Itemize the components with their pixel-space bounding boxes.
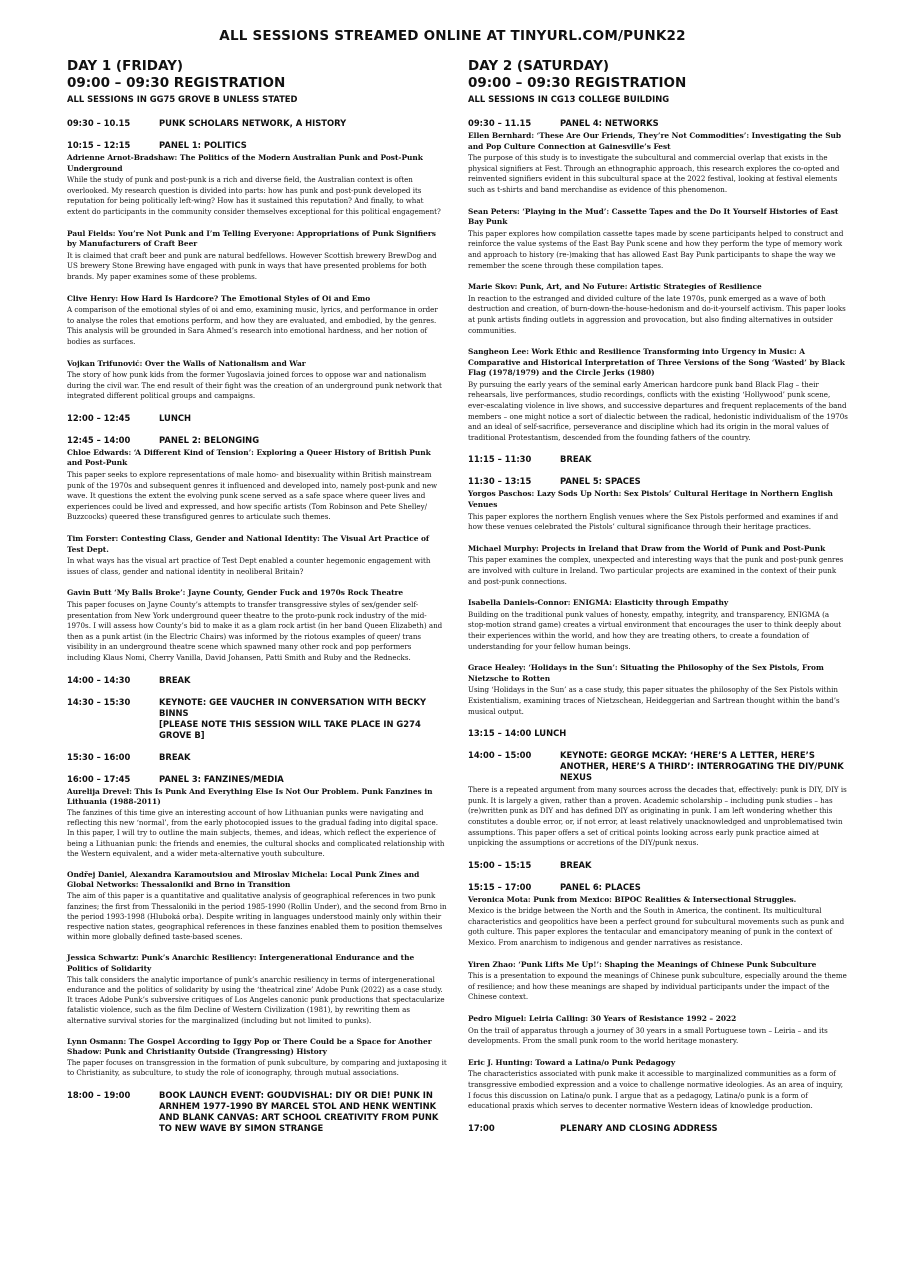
paper-abstract: Using ‘Holidays in the Sun’ as a case study, this paper situates the philosophy of the Sex Pistols within Existentialism, examining traces of Nietzschean, Heideggerian and Sartrean thought within the band’s musical output. xyxy=(468,685,840,716)
session-panel-1 xyxy=(67,140,447,402)
session-time: 09:30 – 11.15 xyxy=(468,118,532,128)
paper-title: Yorgos Paschos: Lazy Sods Up North: Sex Pistols’ Cultural Heritage in Northern English Venues xyxy=(468,489,833,510)
streaming-banner: ALL SESSIONS STREAMED ONLINE AT TINYURL.COM/PUNK22 xyxy=(219,28,686,44)
session-time: 14:00 – 15:00 xyxy=(468,750,532,761)
paper-abstract: A comparison of the emotional styles of oi and emo, examining music, lyrics, and performance in order to analyse the roles that emotions perform, and how they are evaluated, and embodied, by the genres. This analysis will be grounded in Sara Ahmed’s research into emotional hardness, and her notion of bodies as surfaces. xyxy=(67,305,438,346)
session-time: 14:30 – 15:30 xyxy=(67,696,131,707)
session-panel-3 xyxy=(67,774,447,1079)
paper xyxy=(67,953,447,1025)
paper-abstract: On the trail of apparatus through a journey of 30 years in a small Portuguese town – Leiria – and its developments. From the small punk room to the world heritage monastery. xyxy=(468,1025,828,1046)
paper xyxy=(468,785,848,849)
day1-registration: 09:00 – 09:30 REGISTRATION xyxy=(67,75,286,91)
paper xyxy=(67,588,447,663)
paper xyxy=(468,489,848,532)
session-label: PANEL 5: SPACES xyxy=(560,476,641,487)
session-time: 13:15 – 14:00 LUNCH xyxy=(468,728,567,739)
paper-abstract: This talk considers the analytic importance of punk’s anarchic resiliency in terms of intergenerational endurance and the politics of solidarity by using the ‘theatrical zine’ Adobe Punk (2022) as a case study. It traces Adobe Punk’s subversive critiques of Los Angeles canonic punk productions that spectacularize fatalistic violence, such as the film Decline of Western Civilization (1981), by rewriting them as alternative survival stories for the marginalized (including but not limited to punks). xyxy=(67,974,445,1025)
session-panel-6 xyxy=(468,882,848,1112)
paper-title: Adrienne Arnot-Bradshaw: The Politics of the Modern Australian Punk and Post-Punk Underground xyxy=(67,153,423,173)
session-time: 10:15 – 12:15 xyxy=(67,140,131,150)
paper xyxy=(67,534,447,577)
paper xyxy=(468,347,848,443)
session-label: PANEL 6: PLACES xyxy=(560,881,641,892)
session-time: 12:00 – 12:45 xyxy=(67,412,131,423)
paper-title: Grace Healey: ‘Holidays in the Sun’: Situating the Philosophy of the Sex Pistols, From Nietzsche to Rotten xyxy=(468,663,824,683)
paper-title: Paul Fields: You’re Not Punk and I’m Telling Everyone: Appropriations of Punk Signifiers by Manufacturers of Craft Beer xyxy=(67,228,436,249)
paper xyxy=(468,1058,848,1112)
paper-abstract: In reaction to the estranged and divided culture of the late 1970s, punk emerged as a wave of both destruction and creation, of burn-down-the-house-hedonism and do-it-yourself activism. This paper looks at punk artists finding outlets in aggression and provocation, but also finding alternatives in outsider communities. xyxy=(468,293,846,335)
paper-abstract: This paper seeks to explore representations of male homo- and bisexuality within British mainstream punk of the 1970s and subsequent genres it influenced and developed into, namely post-punk and new wave. It questions the extent the evolving punk scene served as a safe space where queer lives and experiences could be lived and expressed, and how specific artists (Tom Robinson and Pete Shelley/ Buzzcocks) queered these transfigured genres to articulate such themes. xyxy=(67,470,438,522)
paper-abstract: Building on the traditional punk values of honesty, empathy, integrity, and transparency, ENIGMA (a stop-motion strand game) creates a virtual environment that encourages the user to think deeply about their experiences within the world, and how they are treating others, to create a foundation of understanding for your fellow human beings. xyxy=(468,609,842,651)
paper-title: Ellen Bernhard: ‘These Are Our Friends, They’re Not Commodities’: Investigating the Sub and Pop Culture Connection at Gainesville’s Fest xyxy=(468,131,842,151)
paper xyxy=(468,598,848,652)
paper-title: Marie Skov: Punk, Art, and No Future: Artistic Strategies of Resilience xyxy=(468,282,762,292)
session-time: 15:30 – 16:00 xyxy=(67,751,131,762)
paper-title: Eric J. Hunting: Toward a Latina/o Punk Pedagogy xyxy=(468,1057,676,1067)
paper xyxy=(468,960,848,1003)
session-panel-5 xyxy=(468,476,848,717)
paper-abstract: It is claimed that craft beer and punk are natural bedfellows. However Scottish brewery BrewDog and US brewery Stone Brewing have engaged with punk in ways that have presented problems for both brands. My paper examines some of these problems. xyxy=(67,250,437,281)
session-time: 12:45 – 14:00 xyxy=(67,434,131,445)
paper-abstract: The paper focuses on transgression in the formation of punk subculture, by comparing and juxtaposing it to Christianity, as subculture, to study the role of iconography, through mutual associations. xyxy=(67,1058,447,1078)
paper-title: Sean Peters: ‘Playing in the Mud’: Cassette Tapes and the Do It Yourself Histories of East Bay Punk xyxy=(468,206,839,227)
session-time: 14:00 – 14:30 xyxy=(67,674,131,685)
session-time: 15:00 – 15:15 xyxy=(468,859,532,870)
session-time: 09:30 – 10.15 xyxy=(67,118,131,128)
paper-title: Lynn Osmann: The Gospel According to Iggy Pop or There Could be a Space for Another Shadow: Punk and Christianity Outside (Trangressing) History xyxy=(67,1036,432,1057)
session-label: PANEL 3: FANZINES/MEDIA xyxy=(159,773,284,784)
session-time: 11:30 – 13:15 xyxy=(468,476,532,487)
session-time: 11:15 – 11:30 xyxy=(468,454,532,465)
session-break xyxy=(67,675,447,686)
keynote-abstract: There is a repeated argument from many sources across the decades that, effectively: punk is DIY, DIY is punk. It is largely a given, rather than a proven. Academic scholarship – including punk studies – has (re)written punk as DIY and has defined DIY as originating in punk. I am left wondering whether this constitutes a double error, or, if not error, at least relatively unacknowledged and unproblematised twin assumptions. This paper offers a set of critical points looking across early punk practice aimed at unpicking the assumptions or accretions of the DIY/punk nexus. xyxy=(468,785,847,848)
paper xyxy=(468,207,848,272)
session-note: [PLEASE NOTE THIS SESSION WILL TAKE PLACE IN G274 GROVE B] xyxy=(159,718,421,740)
session-label: PANEL 2: BELONGING xyxy=(159,434,260,445)
paper-abstract: This paper explores how compilation cassette tapes made by scene participants helped to construct and reinforce the value systems of the East Bay Punk scene and how they perform the type of memory work and approach to history (re-)making that has allowed East Bay Punk participants to shape the way we remember the scene through these compilation tapes. xyxy=(468,228,844,270)
paper-title: Vojkan Trifunović: Over the Walls of Nationalism and War xyxy=(67,358,306,368)
paper xyxy=(67,1037,447,1079)
paper-title: Veronica Mota: Punk from Mexico: BIPOC Realities & Intersectional Struggles. xyxy=(468,894,797,904)
paper-title: Ondřej Daniel, Alexandra Karamoutsiou and Miroslav Michela: Local Punk Zines and Global Networks: Thessaloniki and Brno in Transition xyxy=(67,869,420,890)
paper-title: Pedro Miguel: Leiria Calling: 30 Years of Resistance 1992 – 2022 xyxy=(468,1014,737,1024)
paper xyxy=(468,1014,848,1047)
session-label: BOOK LAUNCH EVENT: GOUDVISHAL: DIY OR DIE! PUNK IN ARNHEM 1977-1990 BY MARCEL STOL AND HENK WENTINK AND BLANK CANVAS: ART SCHOOL CREATIVITY FROM PUNK TO NEW WAVE BY SIMON STRANGE xyxy=(159,1089,439,1133)
session-label: PLENARY AND CLOSING ADDRESS xyxy=(560,1122,718,1133)
day2-column xyxy=(468,58,848,1134)
session-time: 18:00 – 19:00 xyxy=(67,1089,131,1100)
paper-abstract: This paper examines the complex, unexpected and interesting ways that the punk and post-punk genres are involved with culture in Ireland. Two particular projects are examined in the context of their punk and post-punk connections. xyxy=(468,555,844,586)
session-label: BREAK xyxy=(560,859,592,870)
session-time: 17:00 xyxy=(468,1122,495,1133)
paper-title: Chloe Edwards: ‘A Different Kind of Tension’: Exploring a Queer History of British Punk and Post-Punk xyxy=(67,447,431,468)
day2-title: DAY 2 (SATURDAY) xyxy=(468,58,610,74)
session-book-launch xyxy=(67,1090,447,1134)
paper-abstract: The purpose of this study is to investigate the subcultural and commercial overlap that exists in the physical signifiers at Fest. Through an ethnographic approach, this research explores the co-opted and reinvented signifiers evident in this subcultural space at the 2022 festival, looking at festival elements such as t-shirts and band merchandise as evidence of this phenomenon. xyxy=(468,153,840,194)
session-label: KEYNOTE: GEORGE MCKAY: ‘HERE’S A LETTER, HERE’S ANOTHER, HERE’S A THIRD’: INTERROGATING THE DIY/PUNK NEXUS xyxy=(560,750,844,783)
paper-title: Gavin Butt ‘My Balls Broke’: Jayne County, Gender Fuck and 1970s Rock Theatre xyxy=(67,588,404,598)
day1-venue: ALL SESSIONS IN GG75 GROVE B UNLESS STATED xyxy=(67,94,298,104)
session-label: BREAK xyxy=(560,454,592,465)
paper xyxy=(67,870,447,942)
paper xyxy=(67,294,447,348)
session-time: 15:15 – 17:00 xyxy=(468,881,532,892)
day2-registration: 09:00 – 09:30 REGISTRATION xyxy=(468,75,687,91)
paper-abstract: The aim of this paper is a quantitative and qualitative analysis of geographical references in two punk fanzines; the first from Thessaloniki in the period 1985-1990 (Rollin Under), and the second from Brno in the period 1993-1998 (Hluboká orba). Despite writing in languages understood mainly only within their respective nation states, geographical references in these fanzines enabled them to position themselves within more globally defined taste-based scenes. xyxy=(67,891,447,942)
day1-column xyxy=(67,58,447,1134)
paper-abstract: The fanzines of this time give an interesting account of how Lithuanian punks were navigating and reflecting this new ‘normal’, from the early photocopied issues to the gradual fading into digital space. In this paper, I will try to outline the main subjects, themes, and ideas, which reflect the experience of being a Lithuanian punk: the friends and enemies, the cultural shocks and complicated relationship with the Western equivalent, and a wider meta-alternative youth subculture. xyxy=(67,807,445,858)
session-break xyxy=(468,860,848,871)
paper xyxy=(67,153,447,218)
paper-title: Aurelija Dreveł: This Is Punk And Everything Else Is Not Our Problem. Punk Fanzines in Lithuania (1988-2011) xyxy=(67,786,433,806)
session-break xyxy=(468,454,848,465)
paper-abstract: This paper focuses on Jayne County’s attempts to transfer transgressive styles of sex/gender self-presentation from New York underground queer theatre to the proto-punk rock industry of the mid-1970s. I will assess how County’s bid to make it as a glam rock artist (in her band Queen Elizabeth) and then as a punk artist (in the Electric Chairs) was informed by the riotous examples of queer/ trans visibility in an underground theatre scene which spawned many other rock and pop performers including Klaus Nomi, Cherry Vanilla, David Johansen, Patti Smith and Ruby and the Rednecks. xyxy=(67,600,443,662)
day2-venue: ALL SESSIONS IN CG13 COLLEGE BUILDING xyxy=(468,94,670,104)
session-label: PANEL 1: POLITICS xyxy=(159,140,247,150)
paper-title: Tim Forster: Contesting Class, Gender and National Identity: The Visual Art Practice of Test Dept. xyxy=(67,534,430,554)
paper-abstract: Mexico is the bridge between the North and the South in America, the continent. Its multicultural characteristics and geopolitics have been a perfect ground for subcultural movements such as punk and goth culture. This paper explores the tentacular and emancipatory meaning of punk in the context of Mexico. From anarchism to indigenous and gender narratives as resistance. xyxy=(468,906,845,948)
session-label: BREAK xyxy=(159,674,191,685)
session-label: KEYNOTE: GEE VAUCHER IN CONVERSATION WITH BECKY BINNS xyxy=(159,696,427,718)
paper xyxy=(468,895,848,949)
paper-title: Sangheon Lee: Work Ethic and Resilience Transforming into Urgency in Music: A Comparative and Historical Interpretation of Three Versions of the Song ‘Wasted’ by Black Flag (1978/1979) and the Circle Jerks (1980) xyxy=(468,347,845,378)
session-label: LUNCH xyxy=(159,412,192,423)
paper xyxy=(468,544,848,587)
paper-abstract: This is a presentation to expound the meanings of Chinese punk subculture, especially around the theme of resilience; and how these meanings are shaped by individual participants under the impact of the Chinese context. xyxy=(468,971,847,1002)
session-time: 16:00 – 17:45 xyxy=(67,773,131,784)
session-label: PANEL 4: NETWORKS xyxy=(560,118,659,128)
day1-title: DAY 1 (FRIDAY) xyxy=(67,58,184,74)
paper-abstract: By pursuing the early years of the seminal early American hardcore punk band Black Flag – their rehearsals, live performances, studio recordings, conflicts with the existing ‘Hollywood’ punk scene, ever-escalating violence in live shows, and successive departures and frequent replacements of the band members – one might notice a sort of dialectic between the radical, hedonistic individualism of the 1970s and an ideal of self-sacrifice, perseverance and discipline which had its origin in the moral values of traditional Protestantism, descended from the founding fathers of the country. xyxy=(468,379,848,442)
paper xyxy=(67,787,447,859)
paper xyxy=(67,359,447,402)
session-lunch xyxy=(67,413,447,424)
paper xyxy=(67,229,447,283)
paper-abstract: The characteristics associated with punk make it accessible to marginalized communities as a form of transgressive embodied expression and a voice to challenge normative ideologies. As an area of inquiry, I focus this discussion on Latina/o punk. I argue that as a pedagogy, Latina/o punk is a form of educational praxis which serves to decenter normative Western ideas of knowledge production. xyxy=(468,1069,844,1111)
paper xyxy=(468,131,848,196)
session-history xyxy=(67,118,447,129)
session-label: PUNK SCHOLARS NETWORK, A HISTORY xyxy=(159,118,347,128)
session-keynote xyxy=(67,697,447,741)
paper xyxy=(67,448,447,523)
paper-title: Jessica Schwartz: Punk’s Anarchic Resiliency: Intergenerational Endurance and the Politics of Solidarity xyxy=(67,953,415,973)
paper-abstract: In what ways has the visual art practice of Test Dept enabled a counter hegemonic engagement with issues of class, gender and national identity in neoliberal Britain? xyxy=(67,556,431,576)
paper-title: Michael Murphy: Projects in Ireland that Draw from the World of Punk and Post-Punk xyxy=(468,543,826,553)
paper-title: Yiren Zhao: ‘Punk Lifts Me Up!’: Shaping the Meanings of Chinese Punk Subculture xyxy=(468,959,817,969)
paper xyxy=(468,663,848,717)
session-panel-4 xyxy=(468,118,848,443)
session-keynote xyxy=(468,750,848,849)
session-lunch xyxy=(468,728,848,739)
paper-title: Clive Henry: How Hard Is Hardcore? The Emotional Styles of Oi and Emo xyxy=(67,293,371,303)
paper-abstract: This paper explores the northern English venues where the Sex Pistols performed and examines if and how these venues celebrated the Pistols’ cultural significance through their heritage practices. xyxy=(468,511,839,532)
paper-abstract: While the study of punk and post-punk is a rich and diverse field, the Australian context is often overlooked. My research question is divided into parts: how has punk and post-punk developed its reputation for being politically left-wing? How has it sustained this reputation? And finally, to what extent do participants in the community consider themselves exceptional for this political engagement? xyxy=(67,175,441,216)
session-panel-2 xyxy=(67,435,447,664)
session-break xyxy=(67,752,447,763)
session-label: BREAK xyxy=(159,751,191,762)
paper xyxy=(468,282,848,336)
paper-abstract: The story of how punk kids from the former Yugoslavia joined forces to oppose war and nationalism during the civil war. The end result of their fight was the creation of an underground punk network that integrated different political groups and campaigns. xyxy=(67,370,442,401)
paper-title: Isabella Daniels-Connor: ENIGMA: Elasticity through Empathy xyxy=(468,598,729,608)
session-closing xyxy=(468,1123,848,1134)
